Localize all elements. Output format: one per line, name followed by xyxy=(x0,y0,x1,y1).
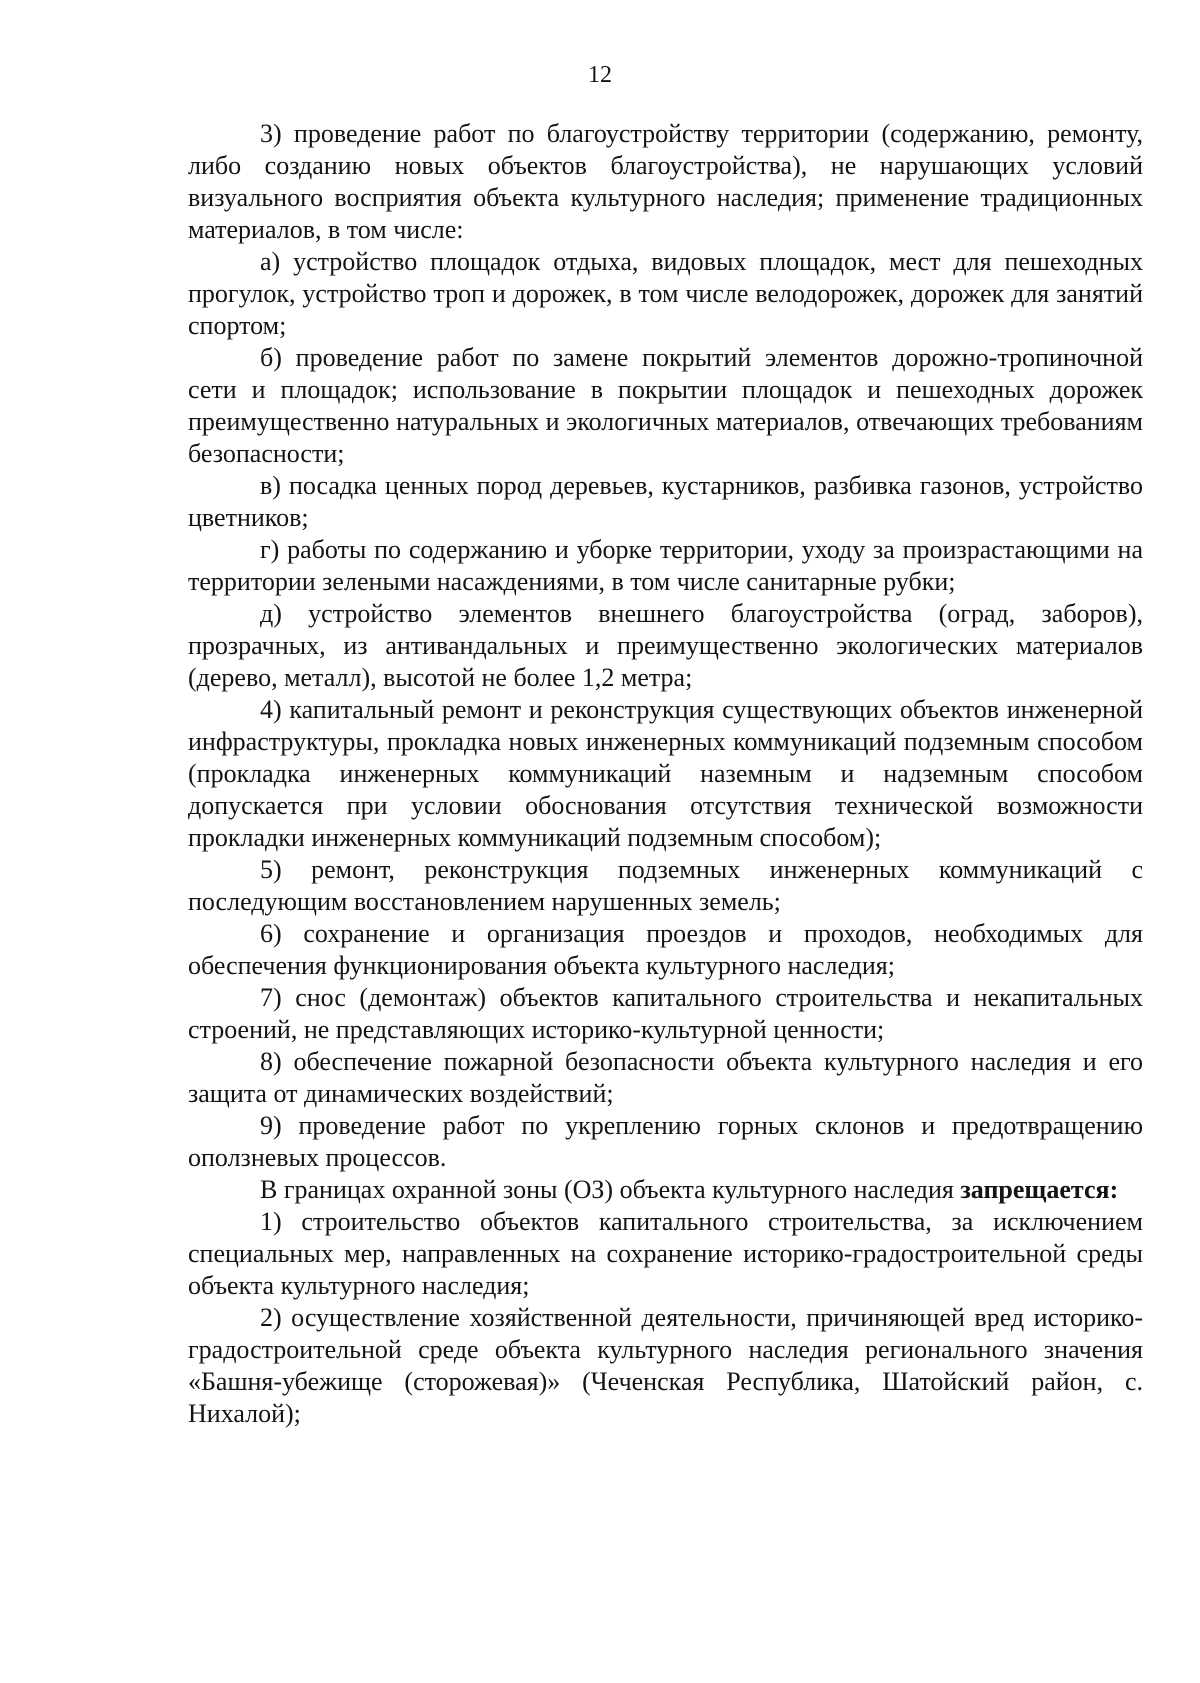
prohibited-section-intro xyxy=(188,1174,1143,1206)
document-body xyxy=(188,118,1143,1430)
paragraph-item-8: 8) обеспечение пожарной безопасности объекта культурного наследия и его защита от динамических воздействий; xyxy=(188,1047,1143,1108)
paragraph-item-3: 3) проведение работ по благоустройству территории (содержанию, ремонту, либо созданию новых объектов благоустройства), не нарушающих условий визуального восприятия объекта культурного наследия; применение традиционных материалов, в том числе: xyxy=(188,119,1143,244)
paragraph-item-3a: а) устройство площадок отдыха, видовых площадок, мест для пешеходных прогулок, устройство троп и дорожек, в том числе велодорожек, дорожек для занятий спортом; xyxy=(188,247,1143,340)
page-number: 12 xyxy=(588,62,612,88)
prohibited-item-2: 2) осуществление хозяйственной деятельности, причиняющей вред историко-градостроительной среде объекта культурного наследия регионального значения «Башня-убежище (сторожевая)» (Чеченская Республика, Шатойский район, с. Нихалой); xyxy=(188,1303,1143,1428)
prohibited-item-1: 1) строительство объектов капитального строительства, за исключением специальных мер, направленных на сохранение историко-градостроительной среды объекта культурного наследия; xyxy=(188,1207,1143,1300)
prohibited-intro-text: В границах охранной зоны (ОЗ) объекта культурного наследия xyxy=(260,1175,954,1204)
paragraph-item-3d: д) устройство элементов внешнего благоустройства (оград, заборов), прозрачных, из антивандальных и преимущественно экологических материалов (дерево, металл), высотой не более 1,2 метра; xyxy=(188,599,1143,692)
paragraph-item-3g: г) работы по содержанию и уборке территории, уходу за произрастающими на территории зелеными насаждениями, в том числе санитарные рубки; xyxy=(188,535,1143,596)
paragraph-item-3v: в) посадка ценных пород деревьев, кустарников, разбивка газонов, устройство цветников; xyxy=(188,471,1143,532)
paragraph-item-6: 6) сохранение и организация проездов и проходов, необходимых для обеспечения функционирования объекта культурного наследия; xyxy=(188,919,1143,980)
paragraph-item-3b: б) проведение работ по замене покрытий элементов дорожно-тропиночной сети и площадок; использование в покрытии площадок и пешеходных дорожек преимущественно натуральных и экологичных материалов, отвечающих требованиям безопасности; xyxy=(188,343,1143,468)
prohibited-keyword: запрещается: xyxy=(960,1175,1119,1204)
paragraph-item-5: 5) ремонт, реконструкция подземных инженерных коммуникаций с последующим восстановлением нарушенных земель; xyxy=(188,855,1143,916)
paragraph-item-7: 7) снос (демонтаж) объектов капитального строительства и некапитальных строений, не представляющих историко-культурной ценности; xyxy=(188,983,1143,1044)
paragraph-item-9: 9) проведение работ по укреплению горных склонов и предотвращению оползневых процессов. xyxy=(188,1111,1143,1172)
paragraph-item-4: 4) капитальный ремонт и реконструкция существующих объектов инженерной инфраструктуры, прокладка новых инженерных коммуникаций подземным способом (прокладка инженерных коммуникаций наземным и надземным способом допускается при условии обоснования отсутствия технической возможности прокладки инженерных коммуникаций подземным способом); xyxy=(188,695,1143,852)
